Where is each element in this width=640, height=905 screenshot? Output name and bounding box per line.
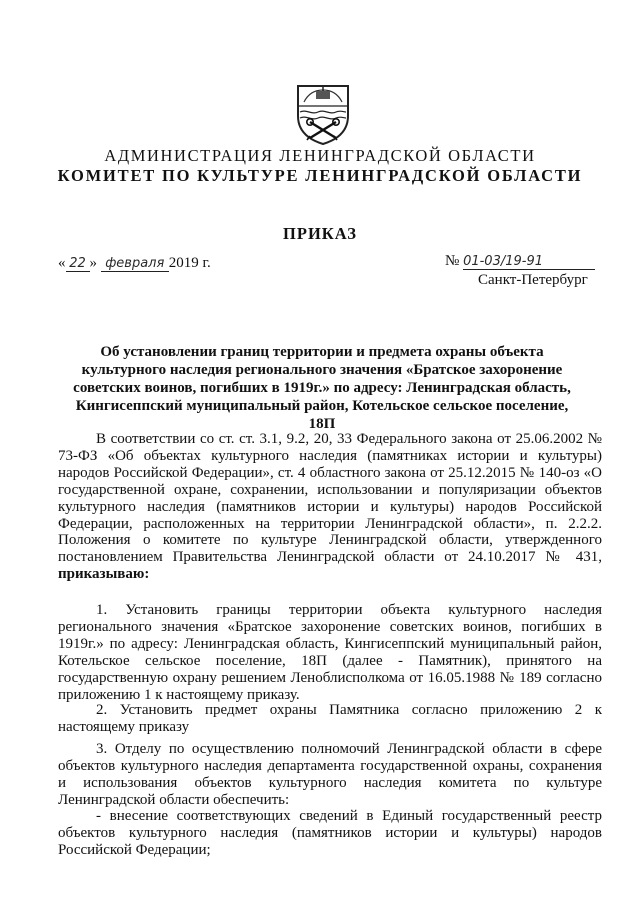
city-name: Санкт-Петербург bbox=[478, 272, 588, 288]
item-2-paragraph bbox=[58, 702, 602, 736]
coat-of-arms-icon bbox=[294, 82, 352, 146]
document-type: ПРИКАЗ bbox=[283, 224, 357, 243]
date-close-quote: » bbox=[89, 255, 97, 271]
date-year: 2019 г. bbox=[168, 255, 211, 271]
date-day-handwritten: 22 bbox=[66, 257, 90, 272]
org-name-committee: КОМИТЕТ ПО КУЛЬТУРЕ ЛЕНИНГРАДСКОЙ ОБЛАСТИ bbox=[57, 166, 583, 185]
item-3-text: 3. Отделу по осуществлению полномочий Ленинградской области в сфере объектов культурного наследия департамента государственной охраны, сохранения и использования объектов культурного наследия комитета по культуре Ленинградской области обеспечить: bbox=[58, 741, 602, 808]
order-number bbox=[445, 253, 595, 270]
item-2-text: 2. Установить предмет охраны Памятника согласно приложению 2 к настоящему приказу bbox=[58, 702, 602, 735]
item-3-paragraph bbox=[58, 741, 602, 809]
item-1-paragraph bbox=[58, 602, 602, 703]
org-name-administration: АДМИНИСТРАЦИЯ ЛЕНИНГРАДСКОЙ ОБЛАСТИ bbox=[104, 146, 536, 165]
preamble-paragraph bbox=[58, 431, 602, 583]
item-1-text: 1. Установить границы территории объекта культурного наследия регионального значения «Братское захоронение советских воинов, погибших в 1919г.» по адресу: Ленинградская область, Кингисеппский муниципальный район, Котельское сельское поселение, 18П (далее - Памятник), принятого на государственную охрану решением Леноблисполкома от 16.05.1988 № 189 согласно приложению 1 к настоящему приказу. bbox=[58, 602, 602, 703]
date-month-handwritten: февраля bbox=[101, 257, 169, 272]
number-prefix: № bbox=[445, 253, 460, 269]
order-title: Об установлении границ территории и предмета охраны объекта культурного наследия регионального значения «Братское захоронение советских воинов, погибших в 1919г.» по адресу: Ленинградская область, Кингисеппский муниципальный район, Котельское сельское поселение, 18П bbox=[73, 344, 571, 432]
item-3-subitem-1-text: - внесение соответствующих сведений в Единый государственный реестр объектов культурного наследия (памятников истории и культуры) народов Российской Федерации; bbox=[58, 808, 602, 858]
preamble-text: В соответствии со ст. ст. 3.1, 9.2, 20, 33 Федерального закона от 25.06.2002 № 73-ФЗ «Об объектах культурного наследия (памятниках истории и культуры) народов Российской Федерации», ст. 4 областного закона от 25.12.2015 № 140-оз «О государственной охране, сохранении, использовании и популяризации объектов культурного наследия (памятников истории и культуры) народов Российской Федерации, расположенных на территории Ленинградской области», п. 2.2.2. Положения о комитете по культуре Ленинградской области, утвержденного постановлением Правительства Ленинградской области от 24.10.2017 № 431, bbox=[58, 431, 602, 566]
item-3-subitem-1 bbox=[58, 808, 602, 859]
date-open-quote: « bbox=[58, 255, 66, 271]
number-handwritten: 01-03/19-91 bbox=[463, 255, 595, 270]
order-date bbox=[58, 255, 211, 272]
order-word: приказываю: bbox=[58, 566, 150, 583]
